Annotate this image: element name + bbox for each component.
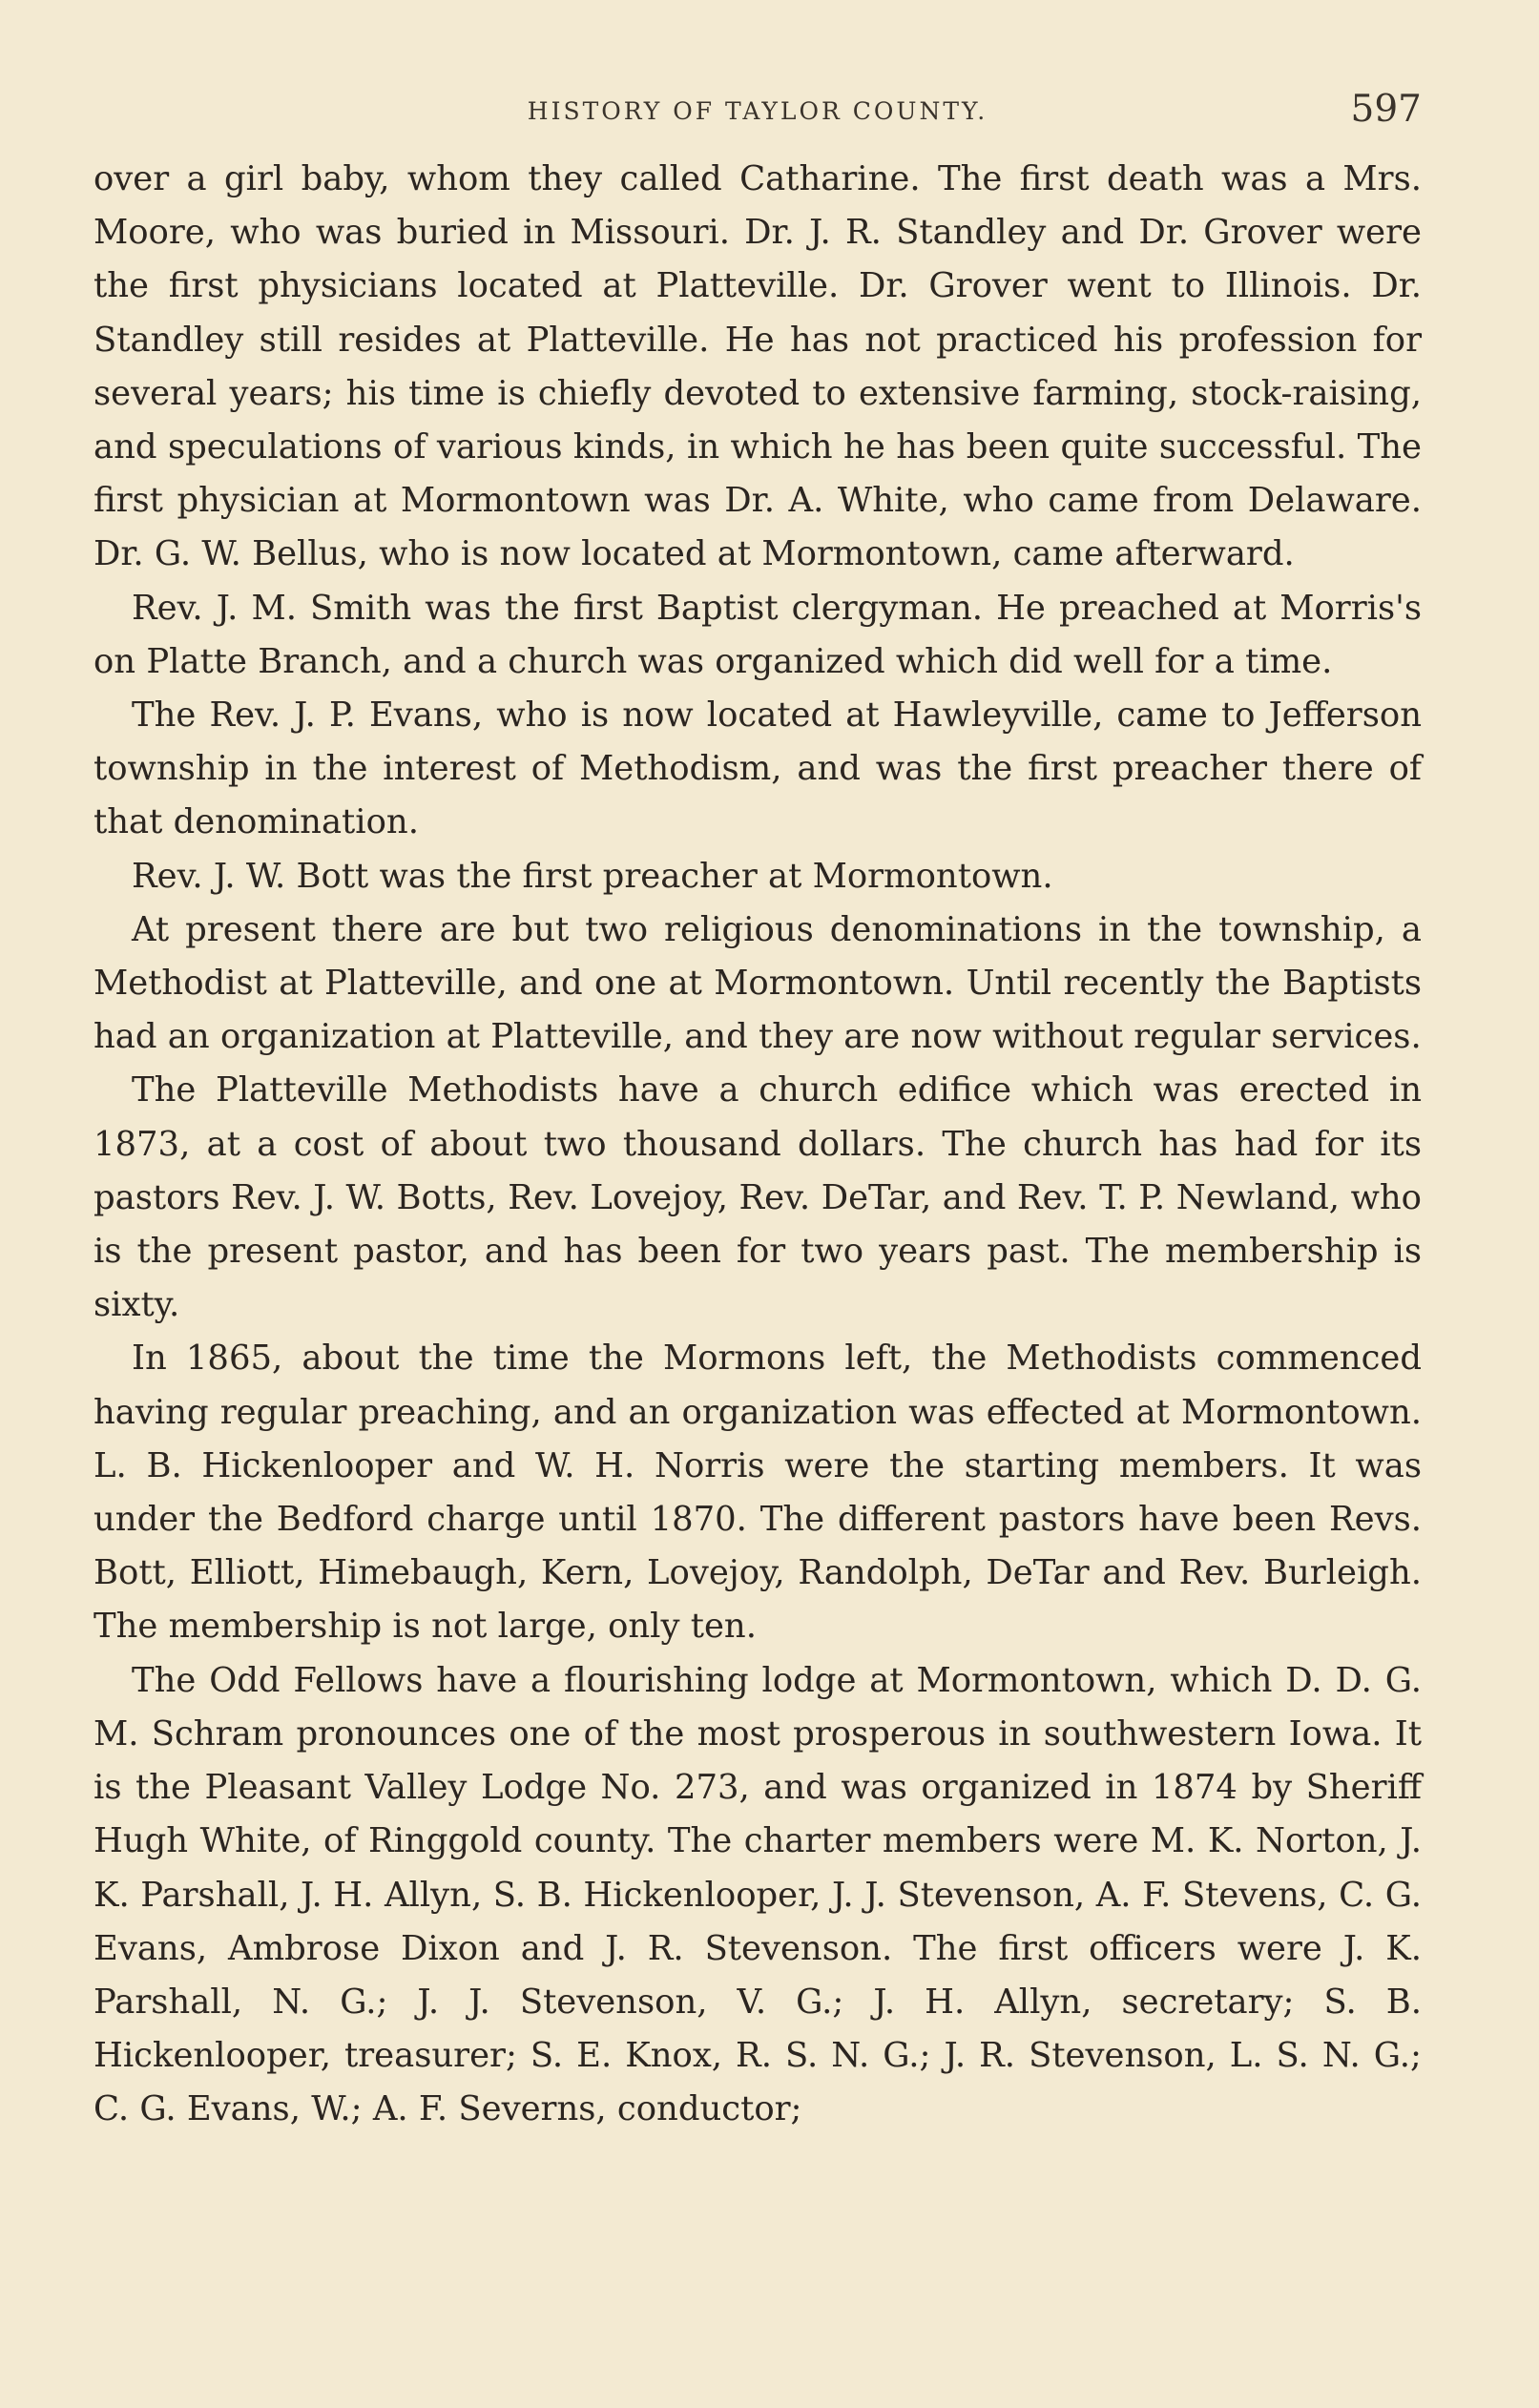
page-number: 597 [1350, 88, 1422, 131]
paragraph-methodism-evans: The Rev. J. P. Evans, who is now located at Hawleyville, came to Jefferson township in the interest of Methodism, and was the first preacher there of that denomination. [94, 695, 1422, 842]
paragraph-physicians: over a girl baby, whom they called Catharine. The first death was a Mrs. Moore, who was buried in Missouri. Dr. J. R. Standley and Dr. Grover were the first physicians located at Platteville. Dr. Grover went to Illinois. Dr. Standley still resides at Platteville. He has not practiced his profession for several years; his time is chiefly devoted to extensive farming, stock-raising, and speculations of various kinds, in which he has been quite successful. The first physician at Mormontown was Dr. A. White, who came from Delaware. Dr. G. W. Bellus, who is now located at Mormontown, came afterward. [94, 159, 1422, 574]
running-head [94, 88, 1422, 132]
book-page [94, 88, 1422, 2137]
paragraph-baptist-clergyman: Rev. J. M. Smith was the first Baptist clergyman. He preached at Morris's on Platte Branch, and a church was organized which did well for a time. [94, 588, 1422, 681]
running-title: HISTORY OF TAYLOR COUNTY. [527, 97, 988, 125]
paragraph-platteville-methodists: The Platteville Methodists have a church edifice which was erected in 1873, at a cost of about two thousand dollars. The church has had for its pastors Rev. J. W. Botts, Rev. Lovejoy, Rev. DeTar, and Rev. T. P. Newland, who is the present pastor, and has been for two years past. The membership is sixty. [94, 1070, 1422, 1325]
body-text [94, 153, 1422, 2137]
paragraph-odd-fellows: The Odd Fellows have a flourishing lodge at Mormontown, which D. D. G. M. Schram pronounces one of the most prosperous in southwestern Iowa. It is the Pleasant Valley Lodge No. 273, and was organized in 1874 by Sheriff Hugh White, of Ringgold county. The charter members were M. K. Norton, J. K. Parshall, J. H. Allyn, S. B. Hickenlooper, J. J. Stevenson, A. F. Stevens, C. G. Evans, Ambrose Dixon and J. R. Stevenson. The first officers were J. K. Parshall, N. G.; J. J. Stevenson, V. G.; J. H. Allyn, secretary; S. B. Hickenlooper, treasurer; S. E. Knox, R. S. N. G.; J. R. Stevenson, L. S. N. G.; C. G. Evans, W.; A. F. Severns, conductor; [94, 1660, 1422, 2129]
paragraph-mormontown-methodists: In 1865, about the time the Mormons left, the Methodists commenced having regular preaching, and an organization was effected at Mormontown. L. B. Hickenlooper and W. H. Norris were the starting members. It was under the Bedford charge until 1870. The different pastors have been Revs. Bott, Elliott, Himebaugh, Kern, Lovejoy, Randolph, DeTar and Rev. Burleigh. The membership is not large, only ten. [94, 1339, 1422, 1647]
paragraph-bott-mormontown: Rev. J. W. Bott was the first preacher at Mormontown. [132, 856, 1053, 896]
paragraph-denominations: At present there are but two religious denominations in the township, a Methodist at Platteville, and one at Mormontown. Until recently the Baptists had an organization at Platteville, and they are now without regular services. [94, 909, 1422, 1057]
